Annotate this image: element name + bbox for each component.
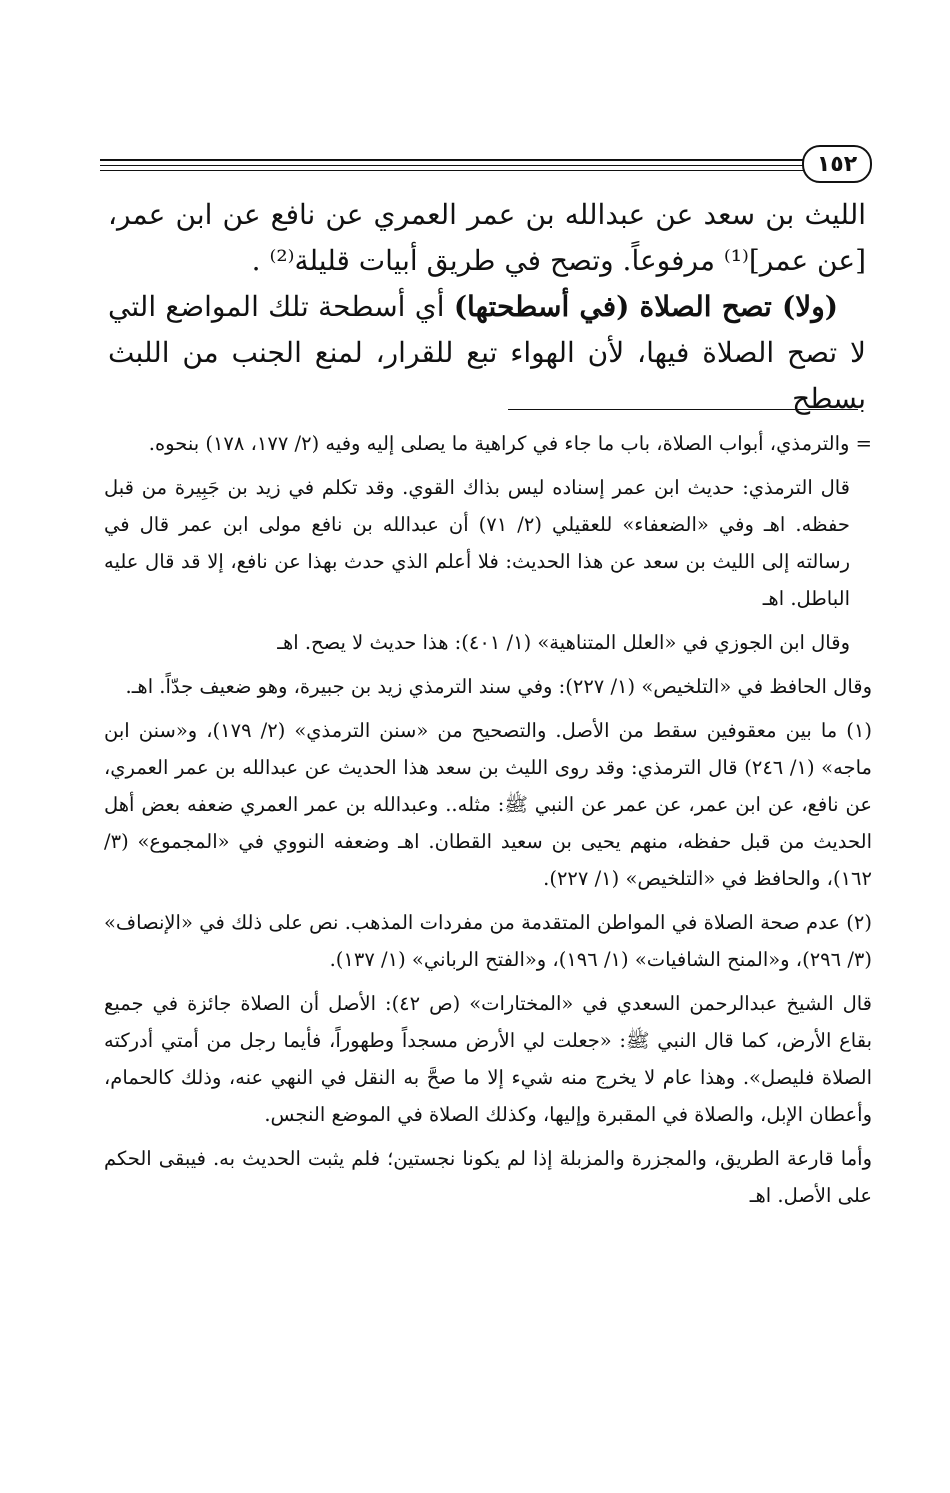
- footnote-2: (٢) عدم صحة الصلاة في المواطن المتقدمة من مفردات المذهب. نص على ذلك في «الإنصاف» (٣/ ٢٩٦)، و«المنح الشافيات» (١/ ١٩٦)، و«الفتح الرباني» (١/ ١٣٧).: [104, 911, 872, 971]
- main-paragraph-2-rest: أي أسطحة تلك المواضع التي لا تصح الصلاة فيها، لأن الهواء تبع للقرار، لمنع الجنب من اللبث بسطح: [108, 290, 866, 415]
- footnotes: [104, 425, 872, 1221]
- footnote-conclusion: وأما قارعة الطريق، والمجزرة والمزبلة إذا لم يكونا نجستين؛ فلم يثبت الحديث به. فيبقى الحكم على الأصل. اهـ: [104, 1147, 872, 1207]
- footnote-separator: [508, 409, 858, 410]
- main-paragraph-2: [108, 284, 866, 422]
- footnote-continuation: = والترمذي، أبواب الصلاة، باب ما جاء في كراهية ما يصلى إليه وفيه (٢/ ١٧٧، ١٧٨) بنحوه.: [148, 432, 872, 455]
- footnote-1: (١) ما بين معقوفين سقط من الأصل. والتصحيح من «سنن الترمذي» (٢/ ١٧٩)، و«سنن ابن ماجه» (١/ ٢٤٦) قال الترمذي: وقد روى الليث بن سعد هذا الحديث عن عبدالله بن عمر العمري، عن نافع، عن ابن عمر، عن عمر عن النبي ﷺ: مثله.. وعبدالله بن عمر العمري ضعفه بعض أهل الحديث من قبل حفظه، منهم يحيى بن سعيد القطان. اهـ وضعفه النووي في «المجموع» (٣/ ١٦٢)، والحافظ في «التلخيص» (١/ ٢٢٧).: [104, 719, 872, 890]
- page-number: ١٥٢: [802, 145, 872, 183]
- main-paragraph-2-bold: (ولا) تصح الصلاة (في أسطحتها): [453, 290, 839, 323]
- header-rule-top: [100, 159, 840, 161]
- footnote-saadi: قال الشيخ عبدالرحمن السعدي في «المختارات» (ص ٤٢): الأصل أن الصلاة جائزة في جميع بقاع الأرض، كما قال النبي ﷺ: «جعلت لي الأرض مسجداً وطهوراً، فأيما رجل من أمتي أدركته الصلاة فليصل». وهذا عام لا يخرج منه شيء إلا ما صحَّ به النقل في النهي عنه، وذلك كالحمام، وأعطان الإبل، والصلاة في المقبرة وإليها، وكذلك الصلاة في الموضع النجس.: [104, 992, 873, 1126]
- footnote-hafiz: وقال الحافظ في «التلخيص» (١/ ٢٢٧): وفي سند الترمذي زيد بن جبيرة، وهو ضعيف جدّاً. اهـ.: [125, 675, 872, 698]
- header-rule-bottom: [100, 170, 840, 171]
- main-text: [108, 192, 866, 422]
- header-rule-middle: [100, 165, 840, 166]
- footnote-ibn-jawzi: وقال ابن الجوزي في «العلل المتناهية» (١/ ٤٠١): هذا حديث لا يصح. اهـ: [277, 631, 850, 654]
- footnote-tirmidhi-comment: قال الترمذي: حديث ابن عمر إسناده ليس بذاك القوي. وقد تكلم في زيد بن جَبِيرة من قبل حفظه. اهـ وفي «الضعفاء» للعقيلي (٢/ ٧١) أن عبدالله بن نافع مولى ابن عمر قال في رسالته إلى الليث بن سعد عن هذا الحديث: فلا أعلم الذي حدث بهذا عن نافع، إلا قد قال عليه الباطل. اهـ: [104, 476, 850, 610]
- main-paragraph-1: الليث بن سعد عن عبدالله بن عمر العمري عن نافع عن ابن عمر، [عن عمر]⁽¹⁾ مرفوعاً. وتصح في طريق أبيات قليلة⁽²⁾ .: [108, 198, 866, 277]
